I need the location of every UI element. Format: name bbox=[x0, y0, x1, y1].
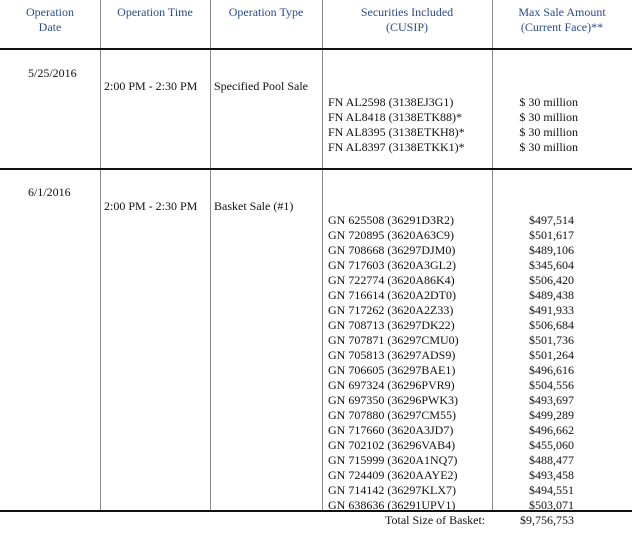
header-rule bbox=[0, 48, 632, 50]
amount-item: $496,616 bbox=[529, 363, 574, 377]
security-item: FN AL8397 (3138ETKK1)* bbox=[328, 140, 465, 154]
security-item: GN 715999 (3620A1NQ7) bbox=[328, 453, 458, 467]
amount-item: $493,697 bbox=[529, 393, 574, 407]
amount-item: $501,617 bbox=[529, 228, 574, 242]
amount-item: $455,060 bbox=[529, 438, 574, 452]
amount-item: $ 30 million bbox=[519, 95, 578, 109]
section-type: Specified Pool Sale bbox=[214, 79, 308, 93]
security-item: GN 717660 (3620A3JD7) bbox=[328, 423, 454, 437]
amount-item: $489,438 bbox=[529, 288, 574, 302]
header-operation-type bbox=[210, 0, 322, 48]
column-divider bbox=[210, 0, 211, 512]
security-item: GN 716614 (3620A2DT0) bbox=[328, 288, 456, 302]
header-operation-date-line2: Date bbox=[38, 20, 62, 34]
security-item: GN 708713 (36297DK22) bbox=[328, 318, 455, 332]
security-item: GN 702102 (36296VAB4) bbox=[328, 438, 456, 452]
section-rule bbox=[0, 168, 632, 170]
securities-list bbox=[328, 213, 459, 513]
security-item: GN 705813 (36297ADS9) bbox=[328, 348, 456, 362]
header-max-sale-line2: (Current Face)** bbox=[520, 20, 604, 34]
section-date: 5/25/2016 bbox=[28, 66, 77, 80]
security-item: GN 717262 (3620A2Z33) bbox=[328, 303, 454, 317]
section-time: 2:00 PM - 2:30 PM bbox=[104, 79, 198, 93]
amount-item: $489,106 bbox=[529, 243, 574, 257]
header-securities bbox=[322, 0, 492, 48]
column-divider bbox=[322, 0, 323, 512]
security-item: GN 706605 (36297BAE1) bbox=[328, 363, 456, 377]
amount-item: $493,458 bbox=[529, 468, 574, 482]
security-item: GN 625508 (36291D3R2) bbox=[328, 213, 454, 227]
security-item: GN 707880 (36297CM55) bbox=[328, 408, 456, 422]
securities-list bbox=[328, 95, 465, 155]
header-max-sale-line1: Max Sale Amount bbox=[518, 5, 606, 19]
amount-item: $ 30 million bbox=[519, 140, 578, 154]
header-max-sale bbox=[492, 0, 632, 48]
header-operation-date-line1: Operation bbox=[26, 5, 74, 19]
security-item: FN AL8395 (3138ETKH8)* bbox=[328, 125, 465, 139]
amounts-list bbox=[500, 95, 578, 155]
section-type: Basket Sale (#1) bbox=[214, 199, 294, 213]
security-item: GN 638636 (36291UPV1) bbox=[328, 498, 456, 512]
header-operation-time bbox=[100, 0, 210, 48]
amounts-list bbox=[500, 213, 574, 513]
amount-item: $504,556 bbox=[529, 378, 574, 392]
header-operation-date bbox=[0, 0, 100, 48]
security-item: GN 697324 (36296PVR9) bbox=[328, 378, 455, 392]
amount-item: $491,933 bbox=[529, 303, 574, 317]
security-item: GN 714142 (36297KLX7) bbox=[328, 483, 456, 497]
amount-item: $488,477 bbox=[529, 453, 574, 467]
header-operation-time-line1: Operation Time bbox=[117, 5, 193, 19]
security-item: GN 717603 (3620A3GL2) bbox=[328, 258, 456, 272]
amount-item: $501,736 bbox=[529, 333, 574, 347]
amount-item: $503,071 bbox=[529, 498, 574, 512]
header-operation-type-line1: Operation Type bbox=[228, 5, 304, 19]
amount-item: $ 30 million bbox=[519, 110, 578, 124]
security-item: GN 724409 (3620AAYE2) bbox=[328, 468, 458, 482]
amount-item: $499,289 bbox=[529, 408, 574, 422]
amount-item: $345,604 bbox=[529, 258, 574, 272]
amount-item: $506,420 bbox=[529, 273, 574, 287]
security-item: GN 707871 (36297CMU0) bbox=[328, 333, 459, 347]
security-item: FN AL8418 (3138ETK88)* bbox=[328, 110, 462, 124]
amount-item: $496,662 bbox=[529, 423, 574, 437]
amount-item: $506,684 bbox=[529, 318, 574, 332]
total-value: $9,756,753 bbox=[520, 513, 574, 527]
security-item: FN AL2598 (3138EJ3G1) bbox=[328, 95, 454, 109]
amount-item: $ 30 million bbox=[519, 125, 578, 139]
amount-item: $497,514 bbox=[529, 213, 574, 227]
section-date: 6/1/2016 bbox=[28, 185, 71, 199]
security-item: GN 708668 (36297DJM0) bbox=[328, 243, 456, 257]
header-securities-line2: (CUSIP) bbox=[385, 20, 428, 34]
header-securities-line1: Securities Included bbox=[360, 5, 454, 19]
total-label: Total Size of Basket: bbox=[385, 513, 486, 527]
security-item: GN 720895 (3620A63C9) bbox=[328, 228, 454, 242]
section-time: 2:00 PM - 2:30 PM bbox=[104, 199, 198, 213]
column-divider bbox=[100, 0, 101, 512]
security-item: GN 697350 (36296PWK3) bbox=[328, 393, 458, 407]
security-item: GN 722774 (3620A86K4) bbox=[328, 273, 455, 287]
amount-item: $494,551 bbox=[529, 483, 574, 497]
column-divider bbox=[492, 0, 493, 512]
amount-item: $501,264 bbox=[529, 348, 574, 362]
